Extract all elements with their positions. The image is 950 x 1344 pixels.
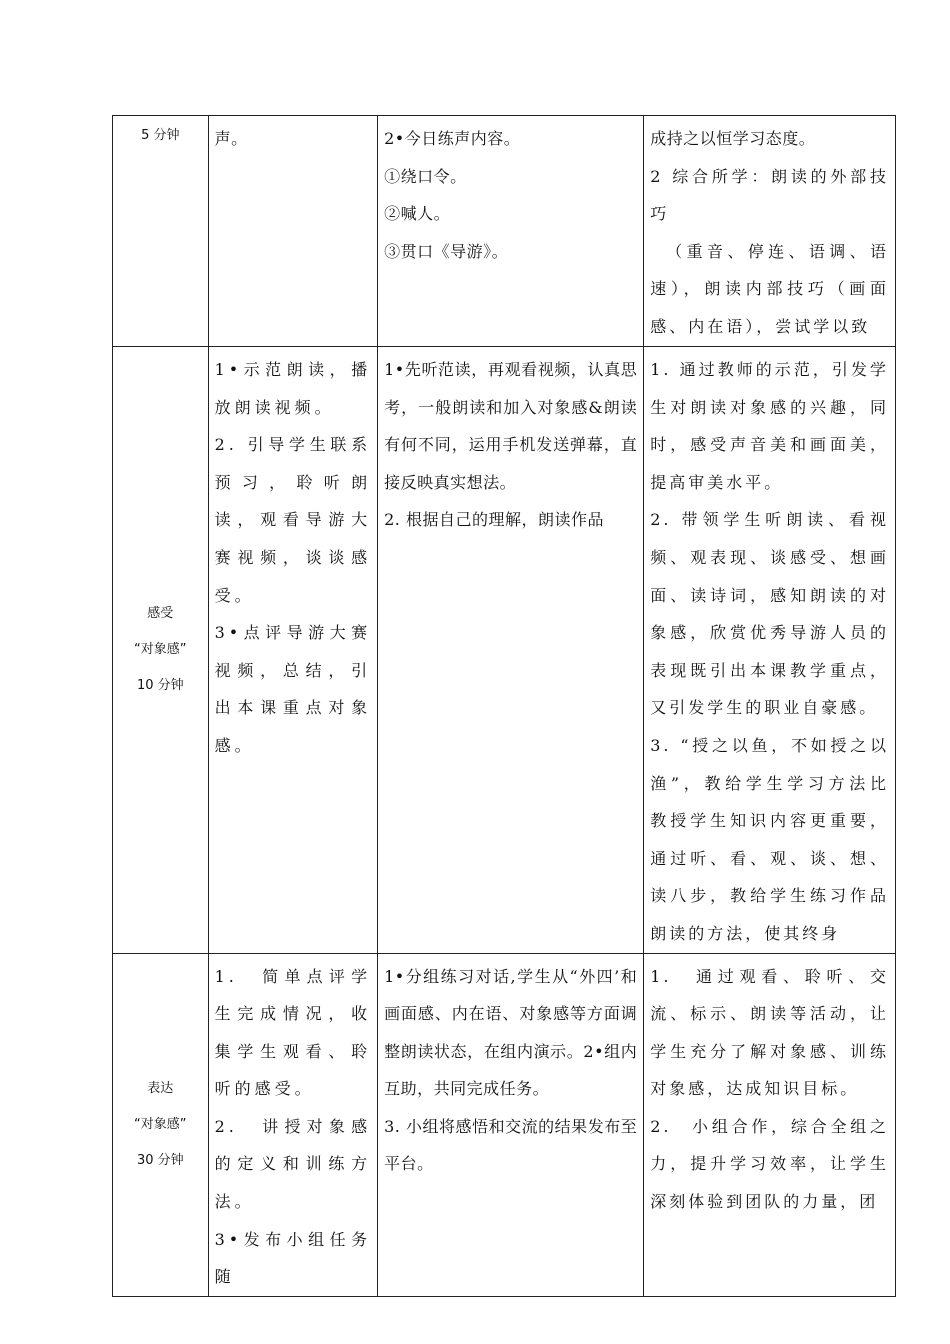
table-row [113, 116, 896, 347]
student-text: ②喊人。 [384, 204, 451, 224]
stage-cell [113, 347, 209, 954]
student-text: 2•今日练声内容。 [384, 129, 521, 148]
design-intent-cell [644, 116, 896, 347]
student-activity-cell [378, 953, 644, 1296]
table-row [113, 953, 896, 1296]
intent-text: 2. 带领学生听朗读、看视频、观表现、谈感受、想画面、读诗词，感知朗读的对象感，欣赏优秀导游人员的表现既引出本课教学重点，又引发学生的职业自豪感。 [650, 510, 889, 718]
teacher-activity-cell [208, 347, 378, 954]
teacher-text: 3•点评导游大赛视频，总结，引出本课重点对象感。 [214, 623, 372, 755]
intent-text: 3. “授之以鱼，不如授之以渔”，教给学生学习方法比教授学生知识内容更重要，通过听、看、观、谈、想、读八步，教给学生练习作品朗读的方法，使其终身 [650, 735, 889, 943]
stage-label: 感受 [147, 605, 174, 621]
stage-label: 5 分钟 [141, 128, 180, 143]
student-text: 1•先听范读，再观看视频，认真思考，一般朗读和加入对象感&朗读有何不同，运用手机发送弹幕，直接反映真实想法。 [384, 360, 638, 492]
teacher-text: 1•示范朗读，播放朗读视频。 [214, 360, 372, 417]
intent-text: 1. 通过观看、聆听、交流、标示、朗读等活动，让学生充分了解对象感、训练对象感，达成知识目标。 [650, 966, 889, 1099]
intent-text: （重音、停连、语调、语速），朗读内部技巧（画面感、内在语），尝试学以致 [650, 241, 889, 336]
teacher-text: 2. 讲授对象感的定义和训练方法。 [214, 1116, 372, 1212]
student-activity-cell [378, 347, 644, 954]
stage-label: 10 分钟 [136, 677, 184, 693]
student-text: ③贯口《导游》。 [384, 241, 509, 261]
design-intent-cell [644, 347, 896, 954]
intent-text: 2. 小组合作，综合全组之力，提升学习效率，让学生深刻体验到团队的力量，团 [650, 1116, 889, 1212]
teacher-activity-cell [208, 116, 378, 347]
teacher-text: 1. 简单点评学生完成情况，收集学生观看、聆听的感受。 [214, 966, 372, 1099]
design-intent-cell [644, 953, 896, 1296]
teacher-text: 声。 [214, 129, 248, 148]
intent-text: 2 综合所学：朗读的外部技巧 [650, 166, 889, 224]
student-text: 3. 小组将感悟和交流的结果发布至平台。 [384, 1116, 638, 1174]
student-text: 1•分组练习对话,学生从“外四’和画面感、内在语、对象感等方面调整朗读状态，在组内演示。2•组内互助，共同完成任务。 [384, 966, 638, 1099]
teacher-text: 3•发布小组任务随 [214, 1229, 372, 1287]
stage-label: “对象感” [134, 641, 187, 657]
stage-label: 表达 [147, 1080, 174, 1096]
student-activity-cell [378, 116, 644, 347]
teacher-text: 2. 引导学生联系预习，聆听朗读，观看导游大赛视频，谈谈感受。 [214, 435, 372, 605]
intent-text: 成持之以恒学习态度。 [650, 129, 816, 148]
stage-label: 30 分钟 [136, 1152, 184, 1168]
student-text: ①绕口令。 [384, 166, 467, 186]
lesson-plan-table [112, 115, 896, 1297]
stage-cell [113, 953, 209, 1296]
stage-cell [113, 116, 209, 347]
student-text: 2. 根据自己的理解，朗读作品 [384, 510, 604, 530]
intent-text: 1. 通过教师的示范，引发学生对朗读对象感的兴趣，同时，感受声音美和画面美，提高审美水平。 [650, 360, 889, 492]
table-row [113, 347, 896, 954]
stage-label: “对象感” [134, 1116, 187, 1132]
teacher-activity-cell [208, 953, 378, 1296]
